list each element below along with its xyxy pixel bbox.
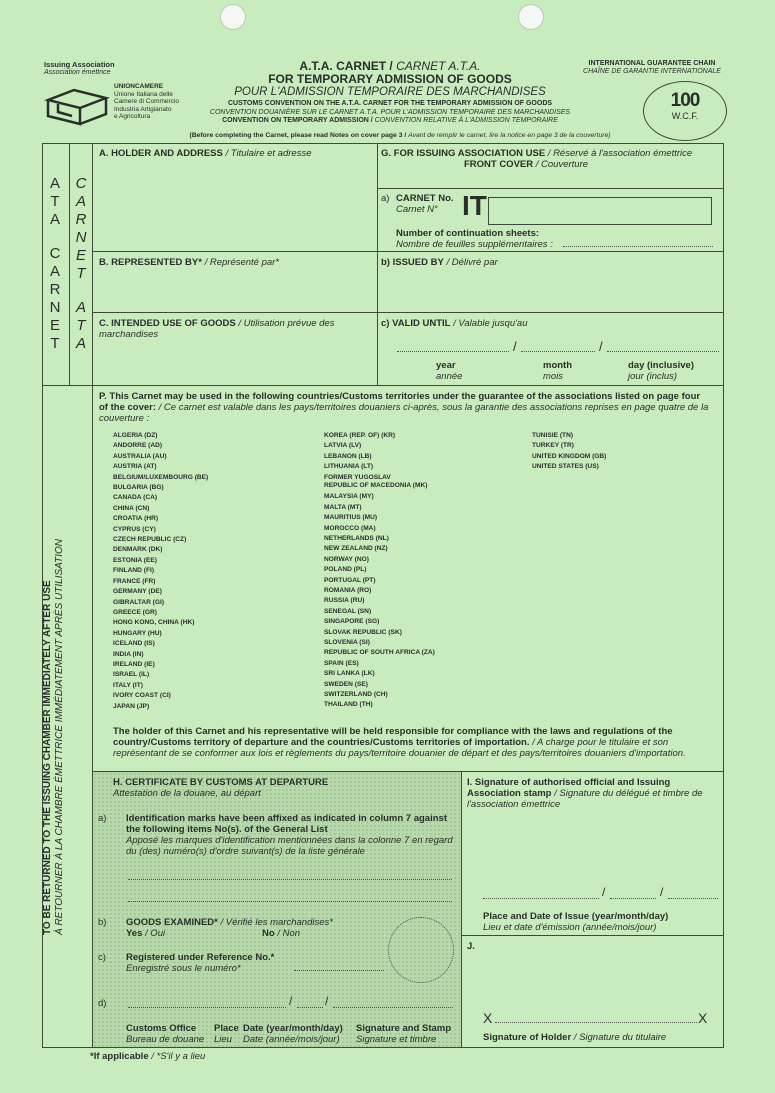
represented-by-field[interactable] bbox=[96, 272, 372, 308]
issue-month-input[interactable] bbox=[610, 898, 656, 899]
date-slash: / bbox=[325, 994, 329, 1008]
country: KOREA (REP. OF) (KR) bbox=[324, 432, 396, 439]
country: SWITZERLAND (CH) bbox=[324, 691, 388, 699]
section-j-label: J. bbox=[467, 941, 475, 952]
unioncamere-name: UNIONCAMERE bbox=[114, 83, 164, 90]
divider bbox=[461, 935, 724, 936]
identification-items-input[interactable] bbox=[128, 901, 452, 902]
h-item-c: c) bbox=[98, 952, 106, 963]
country: IRELAND (IE) bbox=[113, 660, 155, 668]
section-g-label: G. FOR ISSUING ASSOCIATION USE / Réservé à l'association émettrice FRONT COVER / Couverture bbox=[381, 148, 693, 170]
country: REPUBLIC OF SOUTH AFRICA (ZA) bbox=[324, 649, 435, 657]
country: ESTONIA (EE) bbox=[113, 556, 157, 564]
place-date-issue-label: Place and Date of Issue (year/month/day) Lieu et date d'émission (année/mois/jour) bbox=[483, 911, 669, 933]
holder-signature-input[interactable] bbox=[495, 1022, 697, 1023]
footnote: *If applicable / *S'il y a lieu bbox=[90, 1051, 206, 1062]
convention-fr: CONVENTION DOUANIÈRE SUR LE CARNET A.T.A. POUR L'ADMISSION TEMPORAIRE DES MARCHANDISES bbox=[209, 108, 571, 116]
country: LATVIA (LV) bbox=[324, 442, 362, 450]
divider bbox=[377, 188, 724, 189]
country: JAPAN (JP) bbox=[113, 702, 150, 710]
signature-x-mark: X bbox=[483, 1010, 493, 1026]
divider bbox=[377, 143, 378, 385]
country: POLAND (PL) bbox=[324, 566, 367, 574]
valid-month-input[interactable] bbox=[521, 351, 595, 352]
country: FRANCE (FR) bbox=[113, 577, 156, 585]
section-a-label: A. HOLDER AND ADDRESS / Titulaire et adresse bbox=[99, 148, 312, 159]
country: LEBANON (LB) bbox=[324, 452, 372, 460]
guarantee-chain-title: INTERNATIONAL GUARANTEE CHAIN bbox=[588, 60, 716, 67]
country-list-col2 bbox=[324, 431, 435, 711]
country: SLOVENIA (SI) bbox=[324, 639, 370, 646]
valid-until-label: c) VALID UNTIL / Valable jusqu'au bbox=[381, 318, 528, 329]
country: CANADA (CA) bbox=[113, 494, 158, 502]
issued-by-field[interactable] bbox=[381, 272, 719, 308]
issue-place-input[interactable] bbox=[483, 898, 599, 899]
country: SENEGAL (SN) bbox=[324, 607, 372, 615]
day-label: day (inclusive) jour (inclus) bbox=[628, 360, 694, 382]
return-instruction-fr: À RETOURNER À LA CHAMBRE ÉMETTRICE IMMÉDIATEMENT APRÈS UTILISATION bbox=[54, 539, 65, 935]
customs-stamp-circle[interactable] bbox=[388, 917, 454, 983]
country: MAURITIUS (MU) bbox=[324, 514, 378, 522]
wcf-logo-mark: 100 bbox=[670, 90, 700, 111]
country: DENMARK (DK) bbox=[113, 546, 163, 554]
customs-office-input[interactable] bbox=[128, 1007, 286, 1008]
country: MALTA (MT) bbox=[324, 503, 362, 511]
return-instruction-en: TO BE RETURNED TO THE ISSUING CHAMBER IMMEDIATELY AFTER USE bbox=[42, 580, 53, 935]
country: UNITED KINGDOM (GB) bbox=[532, 452, 607, 460]
country: CYPRUS (CY) bbox=[113, 525, 156, 533]
country: HUNGARY (HU) bbox=[113, 629, 162, 637]
issuing-association-title: Issuing Association bbox=[44, 60, 115, 69]
country: BELGIUM/LUXEMBOURG (BE) bbox=[113, 473, 209, 481]
country: AUSTRALIA (AU) bbox=[113, 452, 167, 460]
goods-examined-label: GOODS EXAMINED* / Vérifié les marchandises* bbox=[126, 917, 333, 928]
section-p-intro: P. This Carnet may be used in the following countries/Customs territories under the guarantee of the associations listed on page four of the cover: / Ce carnet est valable dans les pays/territoires douaniers ci-après, sous la garantie des associations reprises en page quatre de la couverture : bbox=[99, 391, 709, 424]
date-slash: / bbox=[660, 885, 664, 899]
carnet-header bbox=[190, 59, 590, 126]
year-label: year année bbox=[436, 360, 463, 382]
section-c-label: C. INTENDED USE OF GOODS / Utilisation prévue des marchandises bbox=[99, 318, 335, 340]
country: UNITED STATES (US) bbox=[532, 463, 599, 471]
carnet-no-label: a) bbox=[381, 193, 390, 204]
h-item-a-text: Identification marks have been affixed as indicated in column 7 against the following items No(s). of the General List Apposé les marques d'identification mentionnées dans la colonne 7 en regard du (des) numéro(s) d'ordre suivant(s) de la liste générale bbox=[126, 813, 453, 857]
yes-option[interactable]: Yes / Oui bbox=[126, 928, 166, 939]
country: GERMANY (DE) bbox=[113, 588, 162, 596]
date-label: Date (year/month/day) Date (année/mois/jour) bbox=[243, 1023, 343, 1045]
section-i-label: I. Signature of authorised official and Issuing Association stamp / Signature du délégué et timbre de l'association émettrice bbox=[467, 777, 703, 810]
country: GREECE (GR) bbox=[113, 608, 157, 616]
country: ICELAND (IS) bbox=[113, 640, 155, 648]
country: LITHUANIA (LT) bbox=[324, 463, 374, 471]
carnet-subtitle-en: FOR TEMPORARY ADMISSION OF GOODS bbox=[268, 72, 512, 86]
issuing-association-subtitle: Association émettrice bbox=[44, 69, 111, 76]
country: IVORY COAST (CI) bbox=[113, 692, 171, 700]
country: CROATIA (HR) bbox=[113, 515, 159, 523]
country: RUSSIA (RU) bbox=[324, 597, 365, 605]
country: TUNISIE (TN) bbox=[532, 432, 574, 439]
country: CHINA (CN) bbox=[113, 504, 150, 512]
continuation-sheets-input[interactable] bbox=[563, 246, 713, 247]
h-item-d: d) bbox=[98, 998, 107, 1009]
country-list-col3 bbox=[532, 431, 606, 473]
carnet-subtitle-fr: POUR L'ADMISSION TEMPORAIRE DES MARCHANDISES bbox=[234, 86, 546, 98]
country: MOROCCO (MA) bbox=[324, 524, 376, 532]
date-slash: / bbox=[602, 885, 606, 899]
section-h-label: H. CERTIFICATE BY CUSTOMS AT DEPARTURE Attestation de la douane, au départ bbox=[113, 777, 329, 799]
divider bbox=[92, 385, 724, 386]
signature-stamp-label: Signature and Stamp Signature et timbre bbox=[356, 1023, 452, 1045]
country: NETHERLANDS (NL) bbox=[324, 534, 389, 542]
country: FORMER YUGOSLAV bbox=[324, 473, 391, 481]
divider bbox=[69, 143, 70, 385]
convention-temporary: CONVENTION ON TEMPORARY ADMISSION / CONVENTION RELATIVE À L'ADMISSION TEMPORAIRE bbox=[222, 117, 558, 124]
country: MALAYSIA (MY) bbox=[324, 493, 374, 501]
valid-year-input[interactable] bbox=[397, 351, 509, 352]
country: ANDORRE (AD) bbox=[113, 442, 163, 450]
country: THAILAND (TH) bbox=[324, 701, 373, 709]
carnet-prefix: IT bbox=[462, 190, 487, 221]
carnet-no-text: CARNET No. Carnet N° bbox=[396, 193, 454, 215]
issue-day-input[interactable] bbox=[668, 898, 718, 899]
convention-en: CUSTOMS CONVENTION ON THE A.T.A. CARNET FOR THE TEMPORARY ADMISSION OF GOODS bbox=[227, 100, 553, 107]
country: PORTUGAL (PT) bbox=[324, 576, 376, 584]
country: SLOVAK REPUBLIC (SK) bbox=[324, 628, 402, 636]
country: SINGAPORE (SG) bbox=[324, 618, 380, 626]
unioncamere-logo-icon bbox=[44, 84, 110, 126]
divider bbox=[461, 771, 462, 1048]
country: SWEDEN (SE) bbox=[324, 680, 368, 688]
date-slash: / bbox=[289, 994, 293, 1008]
signature-x-mark: X bbox=[698, 1010, 708, 1026]
h-item-a: a) bbox=[98, 813, 107, 824]
identification-items-input[interactable] bbox=[128, 879, 452, 880]
country: NORWAY (NO) bbox=[324, 555, 369, 563]
country: SRI LANKA (LK) bbox=[324, 670, 375, 678]
notes-instruction: (Before completing the Carnet, please read Notes on cover page 3 / Avant de remplir le carnet, lire la notice en page 3 de la couverture) bbox=[189, 132, 611, 139]
h-item-b: b) bbox=[98, 917, 107, 928]
divider bbox=[42, 385, 93, 386]
country-list-col1 bbox=[113, 431, 208, 712]
customs-day-input[interactable] bbox=[333, 1007, 453, 1008]
wcf-logo-text: W.C.F. bbox=[671, 111, 699, 121]
country: GIBRALTAR (GI) bbox=[113, 598, 165, 606]
unioncamere-address: Unione Italiana delle Camere di Commercio Industria Artigianato e Agricoltura bbox=[114, 91, 180, 121]
official-signature-field[interactable] bbox=[466, 810, 720, 884]
wcf-logo bbox=[643, 81, 727, 141]
country: TURKEY (TR) bbox=[532, 442, 575, 450]
section-b-label: B. REPRESENTED BY* / Représenté par* bbox=[99, 257, 280, 268]
country: SPAIN (ES) bbox=[324, 659, 359, 667]
date-slash: / bbox=[513, 339, 517, 354]
place-label: Place Lieu bbox=[214, 1023, 239, 1045]
country: FINLAND (FI) bbox=[113, 567, 155, 575]
intended-use-field[interactable] bbox=[96, 342, 372, 382]
holder-address-field[interactable] bbox=[96, 164, 372, 248]
punch-hole bbox=[220, 4, 246, 30]
continuation-label: Number of continuation sheets: Nombre de feuilles supplémentaires : bbox=[396, 228, 553, 250]
guarantee-chain-subtitle: CHAÎNE DE GARANTIE INTERNATIONALE bbox=[583, 68, 721, 75]
country: ALGERIA (DZ) bbox=[113, 432, 158, 439]
country: REPUBLIC OF MACEDONIA (MK) bbox=[324, 482, 428, 490]
customs-office-label: Customs Office Bureau de douane bbox=[126, 1023, 205, 1045]
reference-no-input[interactable] bbox=[294, 970, 384, 971]
carnet-title: A.T.A. CARNET / CARNET A.T.A. bbox=[299, 59, 481, 73]
country: ISRAEL (IL) bbox=[113, 671, 150, 679]
customs-month-input[interactable] bbox=[297, 1007, 323, 1008]
valid-day-input[interactable] bbox=[607, 351, 719, 352]
country: ITALY (IT) bbox=[113, 681, 143, 689]
holder-signature-label: Signature of Holder / Signature du titulaire bbox=[483, 1032, 667, 1043]
country: ROMANIA (RO) bbox=[324, 586, 372, 594]
country: AUSTRIA (AT) bbox=[113, 463, 157, 471]
month-label: month mois bbox=[543, 360, 573, 382]
country: NEW ZEALAND (NZ) bbox=[324, 545, 388, 553]
holder-responsibility: The holder of this Carnet and his representative will be held responsible for compliance with the laws and regulations of the country/Customs territory of departure and the countries/Customs territories of importation. / A charge pour le titulaire et son représentant de se conformer aux lois et règlements du pays/territoire douanier de départ et des pays/territoires douaniers d'importation. bbox=[113, 726, 686, 759]
country: CZECH REPUBLIC (CZ) bbox=[113, 536, 187, 544]
issued-by-label: b) ISSUED BY / Délivré par bbox=[381, 257, 498, 268]
country: INDIA (IN) bbox=[113, 650, 144, 658]
country: BULGARIA (BG) bbox=[113, 484, 164, 492]
punch-hole bbox=[518, 4, 544, 30]
no-option[interactable]: No / Non bbox=[262, 928, 301, 939]
date-slash: / bbox=[599, 339, 603, 354]
divider bbox=[92, 251, 724, 252]
reference-no-label: Registered under Reference No.* Enregistré sous le numéro* bbox=[126, 952, 275, 974]
divider bbox=[92, 312, 724, 313]
carnet-number-input[interactable] bbox=[488, 197, 712, 225]
country: HONG KONG, CHINA (HK) bbox=[113, 619, 195, 627]
